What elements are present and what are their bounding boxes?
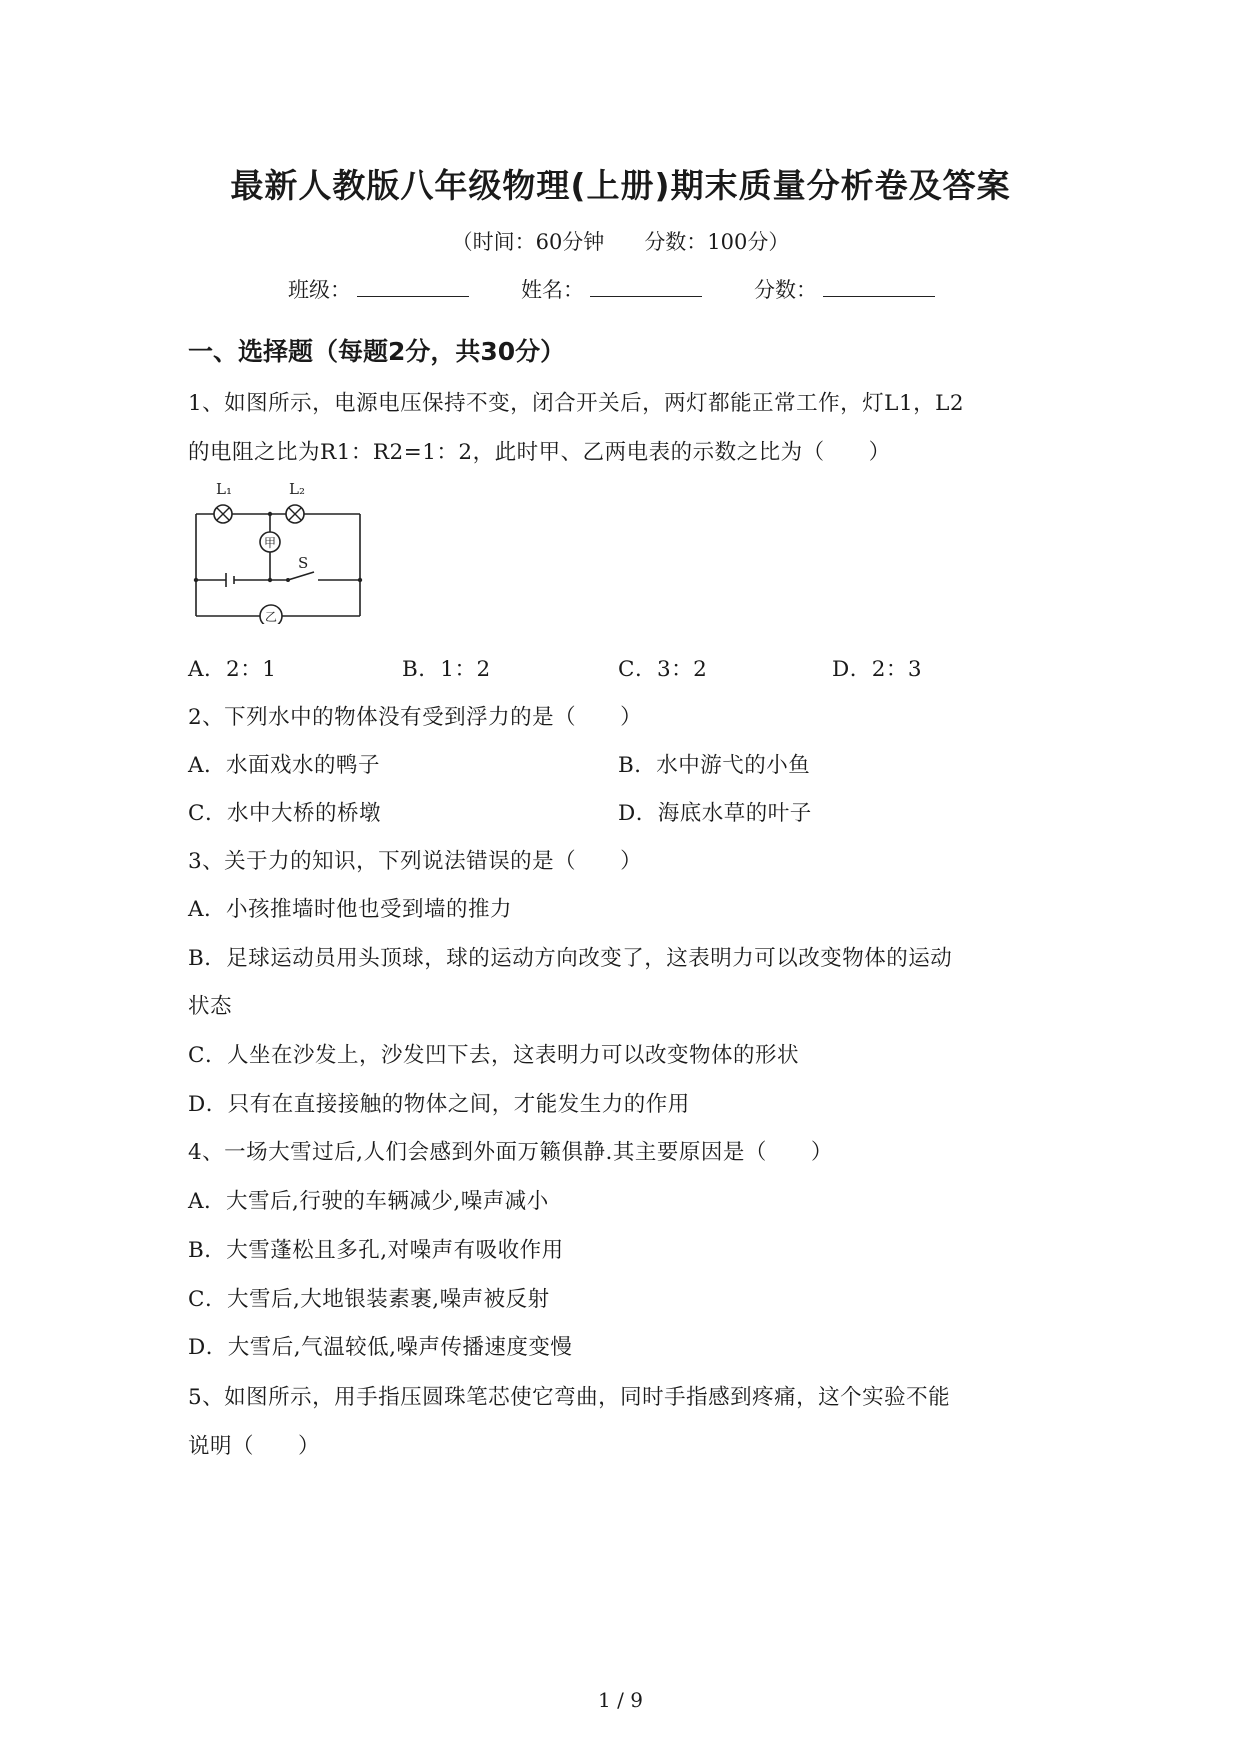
q1-option-d[interactable]: D．2：3 [832,657,923,682]
meter-yi-label: 乙 [264,610,278,624]
q4-option-a[interactable]: A．大雪后,行驶的车辆减少,噪声减小 [188,1189,549,1214]
lamp-l2-icon [286,505,304,523]
name-blank[interactable] [590,274,702,297]
page-title: 最新人教版八年级物理(上册)期末质量分析卷及答案 [230,166,1011,205]
q1-stem-line2: 的电阻之比为R1：R2=1：2，此时甲、乙两电表的示数之比为（ ） [188,440,891,465]
score-blank[interactable] [823,274,935,297]
q3-option-d[interactable]: D．只有在直接接触的物体之间，才能发生力的作用 [188,1092,690,1117]
score-label: 分数： [754,278,817,302]
lamp-l1-icon [214,505,232,523]
q5-stem-line2: 说明（ ） [188,1434,321,1459]
q4-option-d[interactable]: D．大雪后,气温较低,噪声传播速度变慢 [188,1335,573,1360]
q5-stem-line1: 5、如图所示，用手指压圆珠笔芯使它弯曲，同时手指感到疼痛，这个实验不能 [188,1385,951,1410]
q2-stem: 2、下列水中的物体没有受到浮力的是（ ） [188,705,643,730]
section-heading: 一、选择题（每题2分，共30分） [188,337,566,366]
class-label: 班级： [288,278,351,302]
q2-option-b[interactable]: B．水中游弋的小鱼 [618,753,811,778]
q2-option-a[interactable]: A．水面戏水的鸭子 [188,753,381,778]
q3-option-c[interactable]: C．人坐在沙发上，沙发凹下去，这表明力可以改变物体的形状 [188,1043,799,1068]
class-blank[interactable] [357,274,469,297]
q1-option-a[interactable]: A．2：1 [188,657,277,682]
name-field[interactable] [521,274,702,304]
time-info: （时间：60分钟 [451,230,605,254]
q1-option-c[interactable]: C．3：2 [618,657,708,682]
q2-option-d[interactable]: D．海底水草的叶子 [618,801,812,826]
label-switch-s: S [298,554,309,572]
exam-meta [0,226,1241,256]
name-label: 姓名： [521,278,584,302]
meter-jia-icon [260,532,280,552]
page-number: 1 / 9 [598,1688,643,1712]
student-info-fields [288,274,987,304]
meter-jia-label: 甲 [263,536,277,550]
q3-option-a[interactable]: A．小孩推墙时他也受到墙的推力 [188,897,513,922]
q3-option-b-cont: 状态 [188,994,233,1019]
q1-option-b[interactable]: B．1：2 [402,657,491,682]
q1-stem-line1: 1、如图所示，电源电压保持不变，闭合开关后，两灯都能正常工作，灯L1，L2 [188,391,965,416]
label-l2: L₂ [289,480,305,498]
score-info: 分数：100分） [644,230,790,254]
q4-option-b[interactable]: B．大雪蓬松且多孔,对噪声有吸收作用 [188,1238,564,1263]
q3-stem: 3、关于力的知识，下列说法错误的是（ ） [188,849,643,874]
meter-yi-icon [260,605,282,624]
label-l1: L₁ [216,480,232,498]
q4-option-c[interactable]: C．大雪后,大地银装素裹,噪声被反射 [188,1287,550,1312]
score-field[interactable] [754,274,935,304]
circuit-diagram [188,474,368,624]
q2-option-c[interactable]: C．水中大桥的桥墩 [188,801,381,826]
q4-stem: 4、一场大雪过后,人们会感到外面万籁俱静.其主要原因是（ ） [188,1140,833,1165]
class-field[interactable] [288,274,469,304]
q3-option-b[interactable]: B．足球运动员用头顶球，球的运动方向改变了，这表明力可以改变物体的运动 [188,946,953,971]
